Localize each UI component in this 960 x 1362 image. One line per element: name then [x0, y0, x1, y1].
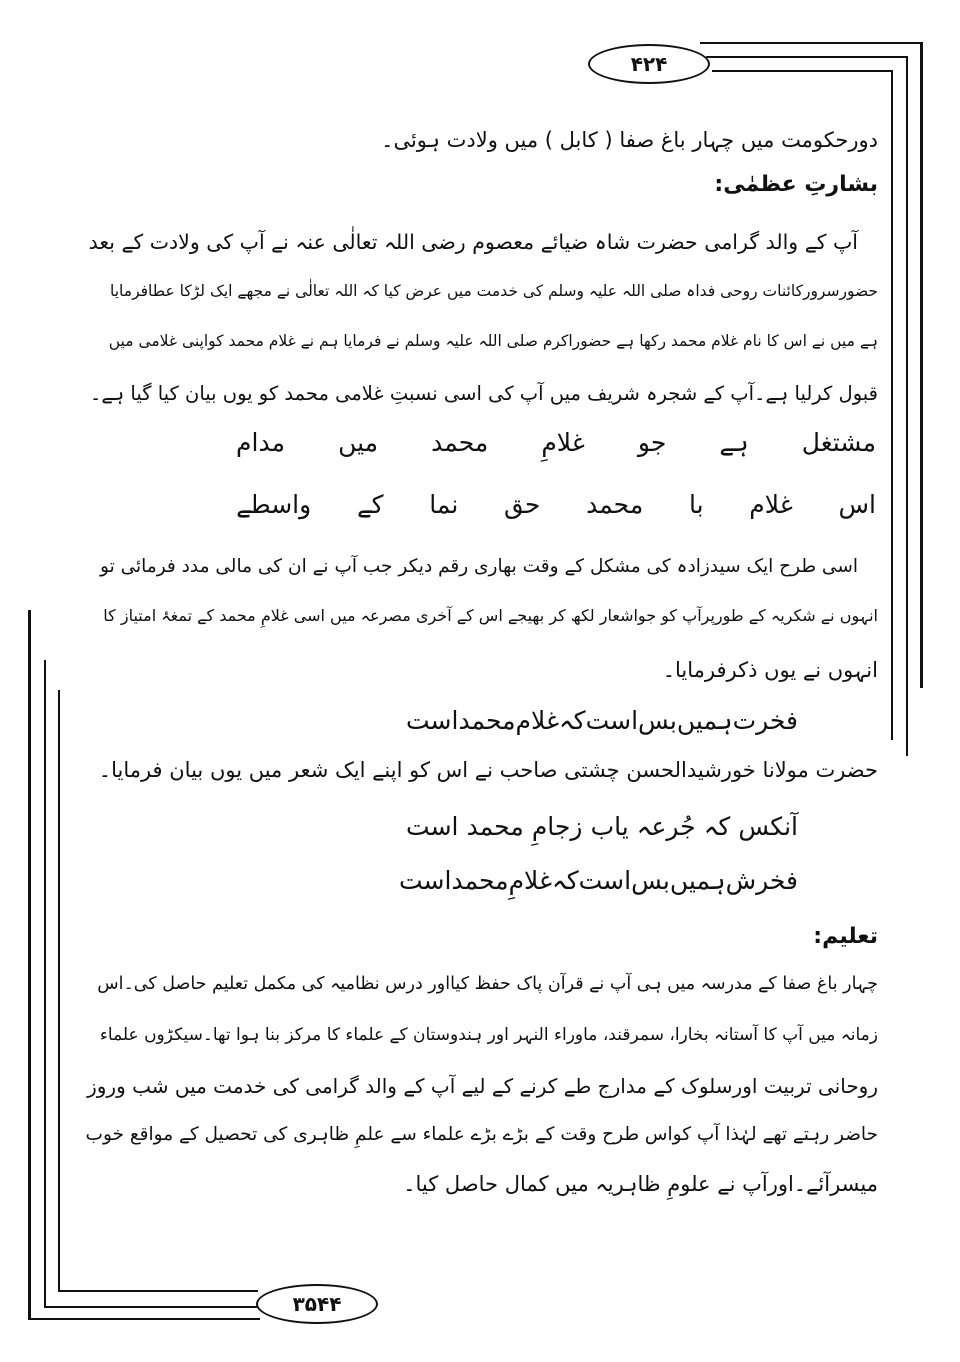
- verse-word: جُرعہ: [636, 812, 696, 841]
- verse-line-3: [406, 706, 798, 735]
- paragraph-line: دورحکومت میں چہار باغ صفا ( کابل ) میں ولادت ہوئی۔: [381, 128, 878, 152]
- verse-word: ہمیں: [669, 866, 726, 895]
- frame-top-line-3: [712, 70, 892, 72]
- verse-word: کہ: [552, 866, 579, 895]
- paragraph-line: انہوں نے یوں ذکرفرمایا۔: [662, 658, 878, 682]
- frame-left-line-2: [44, 660, 46, 1308]
- verse-word: کہ: [559, 706, 586, 735]
- frame-bottom-line-1: [28, 1318, 260, 1320]
- verse-word: غلامِ: [508, 866, 553, 895]
- verse-word: محمد: [586, 490, 644, 519]
- verse-word: است: [399, 866, 452, 895]
- paragraph-line: آپ کے والد گرامی حضرت شاہ ضیائے معصوم رضی اللہ تعالٰی عنہ نے آپ کی ولادت کے بعد: [88, 230, 858, 254]
- paragraph-line: روحانی تربیت اورسلوک کے مدارج طے کرنے کے لیے آپ کے والد گرامی کی خدمت میں شب وروز: [87, 1074, 878, 1098]
- paragraph-line: اسی طرح ایک سیدزادہ کی مشکل کے وقت بھاری رقم دیکر جب آپ نے ان کی مالی مدد فرمائی تو: [100, 556, 858, 577]
- frame-top-line-1: [700, 42, 922, 44]
- frame-right-line-2: [906, 56, 908, 756]
- verse-line-5: [399, 866, 798, 895]
- header-page-number-text: ۴۲۴: [630, 52, 668, 76]
- verse-line-1: [236, 428, 876, 457]
- verse-word: محمد: [431, 428, 489, 457]
- verse-word: فخرت: [732, 706, 798, 735]
- verse-word: است: [406, 812, 459, 841]
- verse-word: اس: [838, 490, 876, 519]
- verse-word: کہ: [703, 812, 731, 841]
- paragraph-line: انہوں نے شکریہ کے طورپرآپ کو جواشعار لکھ کر بھیجے اس کے آخری مصرعہ میں اسی غلامِ محمد کے تمغۂ امتیاز کا: [103, 606, 878, 625]
- frame-left-line-1: [28, 610, 31, 1320]
- section-heading-taleem: تعلیم:: [813, 924, 878, 949]
- verse-word: است: [585, 706, 639, 735]
- paragraph-line: حضرت مولانا خورشیدالحسن چشتی صاحب نے اس کو اپنے ایک شعر میں یوں بیان فرمایا۔: [98, 758, 878, 782]
- verse-word: است: [578, 866, 632, 895]
- paragraph-line: قبول کرلیا ہے۔آپ کے شجرہ شریف میں آپ کی اسی نسبتِ غلامی محمد کو یوں بیان کیا گیا ہے۔: [89, 382, 878, 405]
- verse-word: با: [688, 490, 704, 519]
- paragraph-line: چہار باغ صفا کے مدرسہ میں ہی آپ نے قرآن پاک حفظ کیااور درس نظامیہ کی مکمل تعلیم حاصل کی۔اس: [97, 974, 878, 994]
- verse-word: ہے: [719, 428, 749, 457]
- verse-line-2: [236, 490, 876, 519]
- verse-word: فخرش: [725, 866, 798, 895]
- verse-word: غلام: [515, 706, 560, 735]
- verse-word: ہمیں: [676, 706, 733, 735]
- paragraph-line: ہے میں نے اس کا نام غلام محمد رکھا ہے حضوراکرم صلی اللہ علیہ وسلم نے فرمایا ہم نے غلام محمد کواپنی غلامی میں: [108, 332, 878, 350]
- verse-word: میں: [338, 428, 379, 457]
- verse-word: حق: [504, 490, 541, 519]
- frame-left-line-3: [58, 690, 60, 1290]
- header-page-number: [588, 44, 710, 84]
- verse-word: جو: [637, 428, 667, 457]
- verse-word: کے: [356, 490, 384, 519]
- paragraph-line: حاضر رہتے تھے لہٰذا آپ کواس طرح وقت کے بڑے بڑے علماء سے علمِ ظاہری کی تحصیل کے مواقع خوب: [85, 1124, 878, 1145]
- frame-right-line-1: [920, 42, 923, 688]
- frame-bottom-line-3: [58, 1290, 258, 1292]
- verse-word: محمد: [451, 866, 509, 895]
- verse-word: مدام: [236, 428, 285, 457]
- verse-word: بس: [631, 866, 670, 895]
- verse-word: محمد: [466, 812, 524, 841]
- verse-word: زجامِ: [531, 812, 583, 841]
- paragraph-line: میسرآئے۔اورآپ نے علومِ ظاہریہ میں کمال حاصل کیا۔: [403, 1172, 878, 1196]
- verse-word: محمد: [458, 706, 516, 735]
- verse-word: بس: [638, 706, 677, 735]
- footer-page-number-text: ۳۵۴۴: [292, 1292, 342, 1316]
- verse-word: واسطے: [236, 490, 312, 519]
- paragraph-line: زمانہ میں آپ کا آستانہ بخارا، سمرقند، ماوراء النہر اور ہندوستان کے علماء کا مرکز بنا ہوا تھا۔سیکڑوں علماء: [99, 1025, 878, 1045]
- verse-word: مشتغل: [801, 428, 876, 457]
- frame-right-line-3: [891, 70, 893, 740]
- section-heading-basharat: بشارتِ عظمٰی:: [714, 172, 878, 197]
- frame-top-line-2: [706, 56, 906, 58]
- verse-line-4: [406, 812, 798, 841]
- verse-word: غلامِ: [541, 428, 585, 457]
- paragraph-line: حضورسرورکائنات روحی فداہ صلی اللہ علیہ وسلم کی خدمت میں عرض کیا کہ اللہ تعالٰی نے مجھے ایک لڑکا عطافرمایا: [110, 282, 878, 300]
- verse-word: یاب: [590, 812, 629, 841]
- verse-word: آنکس: [738, 812, 798, 841]
- footer-page-number: [256, 1284, 378, 1324]
- verse-word: غلام: [749, 490, 793, 519]
- frame-bottom-line-2: [44, 1306, 258, 1308]
- verse-word: نما: [429, 490, 459, 519]
- verse-word: است: [405, 706, 459, 735]
